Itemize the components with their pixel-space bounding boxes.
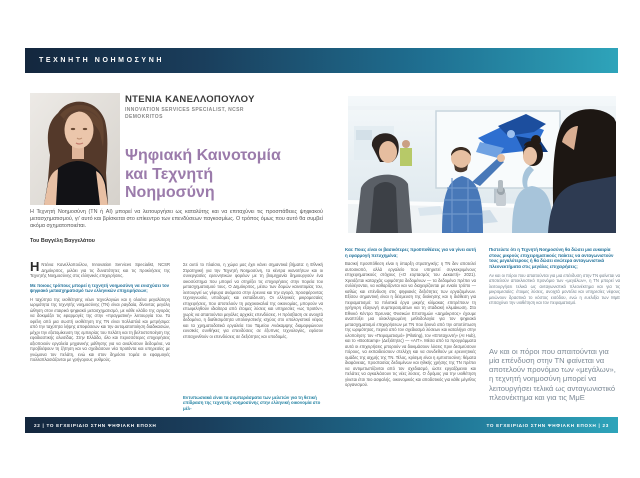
highlight-text: Εντυπωσιακά είναι τα συμπεράσματα των μελετών για τη θετική επίδραση της τεχνητής νοημοσύνης στην ελληνική οικονομία στο μέλ- bbox=[183, 394, 321, 412]
article-title-line2: και Τεχνητή bbox=[125, 165, 214, 183]
team-photo bbox=[348, 96, 616, 233]
section-label: ΤΕΧΝΗΤΗ ΝΟΗΜΟΣΥΝΗ bbox=[39, 57, 165, 64]
interviewee-name: ΝΤΕΝΙΑ ΚΑΝΕΛΛΟΠΟΥΛΟΥ bbox=[125, 94, 255, 105]
interviewee-photo bbox=[30, 93, 120, 205]
interviewee-block bbox=[125, 94, 322, 120]
article-title-line3: Νοημοσύνη bbox=[125, 184, 215, 201]
opening-paragraph bbox=[30, 262, 170, 279]
drop-cap: Η bbox=[30, 262, 40, 274]
answer-1-continued: Σε αυτό το πλαίσιο, η χώρα μας έχει κάνει σημαντικά βήματα: η Εθνική Στρατηγική για την Τεχνητή Νοημοσύνη, τα κέντρα ικανοτήτων και οι συνεργασίες ερευνητικών φορέων με τη βιομηχανία δημιουργούν ένα οικοσύστημα που μπορεί να στηρίξει τις επιχειρήσεις στην πορεία του μετασχηματισμού τους. Ο Δημόκριτος, μέσω των δομών καινοτομίας του, λειτουργεί ως γέφυρα ανάμεσα στην έρευνα και την αγορά, προσφέροντας τεχνογνωσία, υποδομές και εκπαίδευση. Οι ελληνικές μικρομεσαίες επιχειρήσεις, που αποτελούν τη ραχοκοκαλιά της οικονομίας, μπορούν να επωφεληθούν ιδιαίτερα από έτοιμες λύσεις και υπηρεσίες «ως προϊόν», χωρίς να απαιτούνται μεγάλες αρχικές επενδύσεις. Η πρόσβαση σε ανοιχτά δεδομένα, η διαθεσιμότητα υπολογιστικής ισχύος στο υπολογιστικό νέφος και τα χρηματοδοτικά εργαλεία του Ταμείου Ανάκαμψης διαμορφώνουν ευνοϊκές συνθήκες για επενδύσεις σε έξυπνες τεχνολογίες, εφόσον επιταχυνθούν οι επενδύσεις σε δεξιότητες και υποδομές. bbox=[183, 262, 323, 339]
article-title bbox=[125, 147, 322, 203]
question-2: Και: Ποιες είναι οι βασικότερες προϋποθέσεις για να γίνει αυτή η εφαρμογή πετυχημένα; bbox=[345, 247, 476, 258]
team-illustration bbox=[348, 96, 616, 233]
right-page-columns bbox=[345, 247, 620, 414]
answer-1: Η ταχύτητα της υιοθέτησης νέων τεχνολογιών και η ολοένα μεγαλύτερη ωριμότητα της τεχνητής νοημοσύνης (ΤΝ) είναι ραγδαία, δίνοντας μεγάλη ώθηση στον εταιρικό ψηφιακό μετασχηματισμό, με κάθε κλάδο της αγοράς να δοκιμάζει τις εφαρμογές της στην «πραγματική» λειτουργία του. Τα οφέλη από μια σωστή υιοθέτηση της ΤΝ είναι πολλαπλά και μετρήσιμα: από την ταχύτητα λήψης αποφάσεων και την αυτοματοποίηση διαδικασιών, μέχρι την εξατομίκευση της εμπειρίας του πελάτη και τη βελτιστοποίηση της εφοδιαστικής αλυσίδας. Στην Ελλάδα, όλο και περισσότερες επιχειρήσεις αξιοποιούν εργαλεία μηχανικής μάθησης για να αναλύσουν δεδομένα, να προβλέψουν τη ζήτηση και να σχεδιάσουν νέα προϊόντα και υπηρεσίες με γνώμονα τον πελάτη, ενώ και στον δημόσιο τομέα οι εφαρμογές πολλαπλασιάζονται με γρήγορους ρυθμούς. bbox=[30, 296, 170, 363]
answer-3: Αν και οι πόροι που απαιτούνται για μια επένδυση στην ΤΝ φαίνεται να αποτελούν αποκλειστικό προνόμιο των «μεγάλων», η ΤΝ μπορεί να λειτουργήσει τελικά ως ανταγωνιστικό πλεονέκτημα και για τις μικρομεσαίες: έτοιμες λύσεις, ανοιχτά μοντέλα και υπηρεσίες νέφους μειώνουν δραστικά το κόστος εισόδου, ενώ η ευελιξία των ΜμΕ επιταχύνει την υιοθέτηση και τον πειραματισμό. bbox=[489, 272, 620, 306]
left-column-1 bbox=[30, 262, 170, 414]
right-column-1 bbox=[345, 247, 476, 414]
article-lede: Η Τεχνητή Νοημοσύνη (ΤΝ ή AI) μπορεί να λειτουργήσει ως καταλύτης και να επιταχύνει τις προσπάθειες ψηφιακού μετασχηματισμού, γι' αυτό και βρίσκεται στο επίκεντρο των επενδύσεων παγκοσμίως. Ο τρόπος όμως που αυτό θα συμβεί ακόμα σχηματοποιείται. bbox=[30, 209, 323, 229]
article-byline: Του Βαγγέλη Βαγγελάτου bbox=[30, 238, 95, 244]
opening-text: Ντένια Κανελλοπούλου, Innovation Services Specialist, NCSR Δημόκριτος, μιλάει για τις δυνατότητες και τις προκλήσεις της Τεχνητής Νοημοσύνης στις ελληνικές επιχειρήσεις. bbox=[30, 262, 170, 278]
answer-2: Βασική προϋπόθεση είναι η ύπαρξη στρατηγικής: η ΤΝ δεν αποτελεί αυτοσκοπό, αλλά εργαλείο που υπηρετεί συγκεκριμένους επιχειρηματικούς στόχους («Ο εορτασμός του Δεκαετή» 2021). Χρειάζεται καταρχάς ωριμότητα δεδομένων — τα δεδομένα πρέπει να συλλέγονται, να καθαρίζονται και να διαχειρίζονται με ενιαίο τρόπο — καθώς και επένδυση στις ψηφιακές δεξιότητες των εργαζομένων. Εξίσου σημαντική είναι η δέσμευση της διοίκησης και η διάθεση για πειραματισμό: τα πιλοτικά έργα μικρής κλίμακας επιτρέπουν τη γρήγορη εξαγωγή συμπερασμάτων και τη σταδιακή κλιμάκωση. Στο Εθνικό Κέντρο Έρευνας Φυσικών Επιστημών «Δημόκριτος» έχουμε αναπτύξει μια ολοκληρωμένη μεθοδολογία για τον ψηφιακό μετασχηματισμό επιχειρήσεων με ΤΝ που ξεκινά από την αποτύπωση της ωριμότητας, περνά από τον σχεδιασμό λύσεων και καταλήγει στην υλοποίηση: τον «Πειραματισμό» (Piloting), τον «Επιταχυντή» (AI Hub), και το «Bootcamp» (Δεξιότητες) — «ΑΙΤ». Μέσα από τα προγράμματα αυτά οι επιχειρήσεις μπορούν να δοκιμάσουν λύσεις πριν δεσμεύσουν πόρους, να εκπαιδεύσουν στελέχη και να συνδεθούν με ερευνητικές ομάδες της αιχμής της ΤΝ. Τέλος, κρίσιμη είναι η εμπιστοσύνη: θέματα διαφάνειας, προστασίας δεδομένων και ηθικής χρήσης της ΤΝ πρέπει να αντιμετωπίζονται από τον σχεδιασμό, ώστε εργαζόμενοι και πελάτες να αγκαλιάσουν τις νέες λύσεις. Ο δρόμος για την υιοθέτηση γίνεται έτσι πιο ασφαλής, οικονομικός και αποδοτικός για κάθε μέγεθος οργανισμού. bbox=[345, 261, 476, 388]
article-title-line1: Ψηφιακή Καινοτομία bbox=[125, 147, 281, 164]
portrait-illustration bbox=[30, 93, 120, 205]
interviewee-role-line2: DEMOKRITOS bbox=[125, 114, 163, 120]
pull-quote: Αν και οι πόροι που απαιτούνται για μία επένδυση στην ΤΝ φαίνεται να αποτελούν προνόμιο των «μεγάλων», η τεχνητή νοημοσύνη μπορεί να λειτουργήσει τελικά ως ανταγωνιστικό πλεονέκτημα και για τις ΜμΕ bbox=[489, 346, 616, 402]
question-3: Πιστεύετε ότι η Τεχνητή Νοημοσύνη θα δώσει μια ευκαιρία στους μικρούς επιχειρηματικούς παίκτες να ανταγωνιστούν τους μεγαλύτερους ή θα δώσει ανώτερα ανταγωνιστικά πλεονεκτήματα στις μεγάλες επιχειρήσεις; bbox=[489, 247, 614, 270]
left-column-2 bbox=[183, 262, 323, 414]
footer-right: ΤΟ ΕΓΧΕΙΡΙΔΙΟ ΣΤΗΝ ΨΗΦΙΑΚΗ ΕΠΟΧΗ | 23 bbox=[486, 422, 609, 428]
footer-left: 22 | ΤΟ ΕΓΧΕΙΡΙΔΙΟ ΣΤΗΝ ΨΗΦΙΑΚΗ ΕΠΟΧΗ bbox=[34, 422, 157, 428]
right-column-2 bbox=[489, 247, 620, 414]
question-1: Με ποιους τρόπους μπορεί η τεχνητή νοημοσύνη να ενισχύσει τον ψηφιακό μετασχηματισμό των ελληνικών επιχειρήσεων; bbox=[30, 282, 170, 294]
left-page-columns bbox=[30, 262, 323, 414]
interviewee-role-line1: INNOVATION SERVICES SPECIALIST, NCSR bbox=[125, 106, 244, 113]
footer-band bbox=[25, 417, 618, 433]
section-band bbox=[25, 48, 618, 73]
